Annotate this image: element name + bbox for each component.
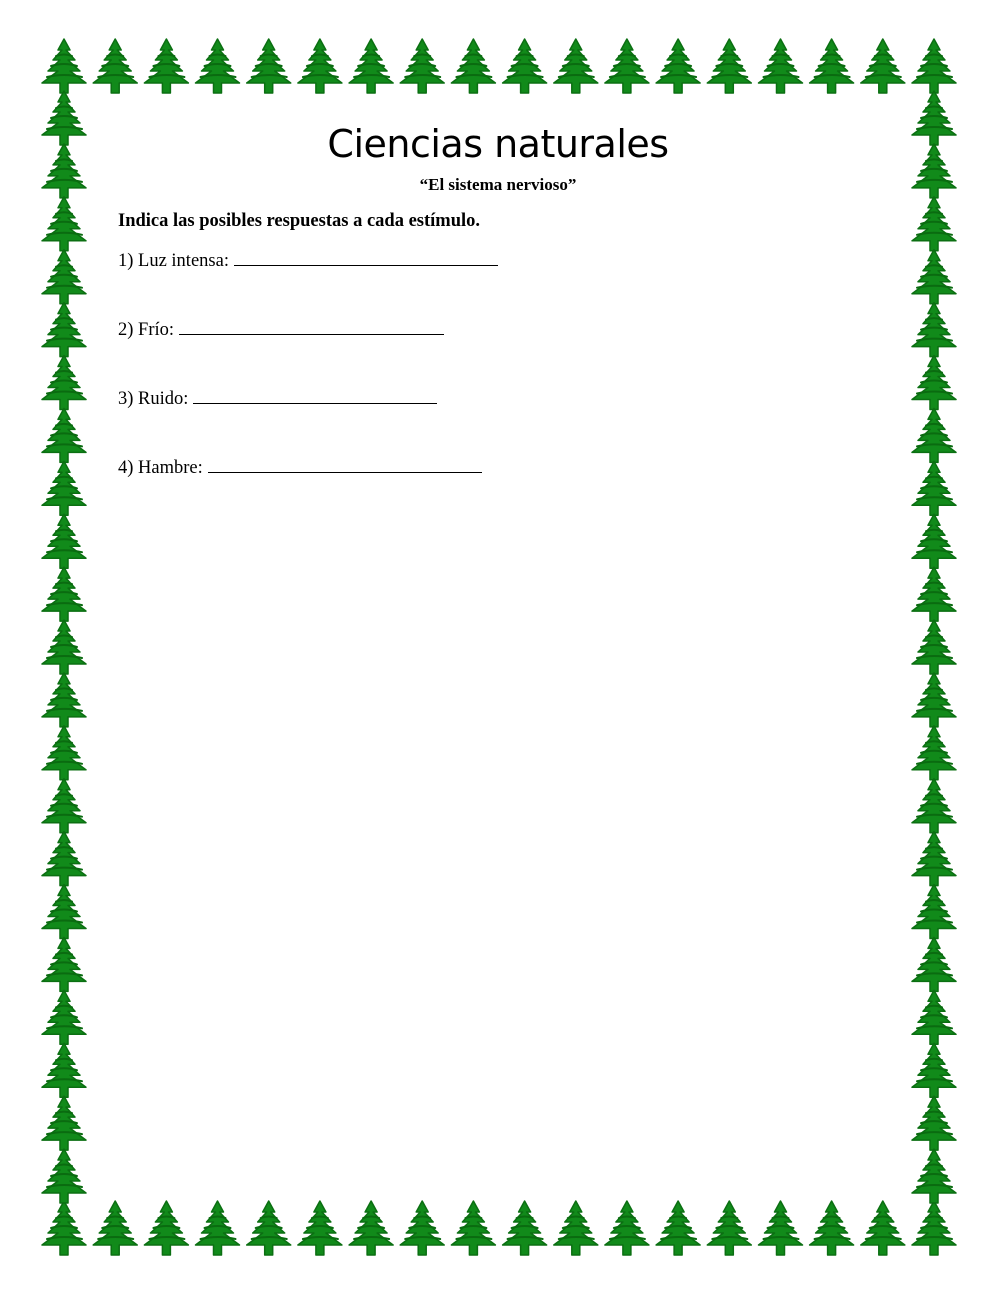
pine-tree-icon	[451, 39, 495, 93]
pine-tree-icon	[912, 197, 956, 251]
answer-line[interactable]	[179, 318, 444, 335]
pine-tree-icon	[912, 937, 956, 991]
pine-tree-icon	[912, 514, 956, 568]
page-title: Ciencias naturales	[327, 122, 669, 166]
pine-tree-icon	[42, 673, 86, 727]
pine-tree-icon	[42, 1149, 86, 1203]
pine-tree-icon	[42, 990, 86, 1044]
pine-tree-icon	[656, 1201, 700, 1255]
page-subtitle: “El sistema nervioso”	[419, 175, 577, 194]
pine-tree-icon	[42, 620, 86, 674]
pine-tree-icon	[912, 39, 956, 93]
pine-tree-icon	[912, 885, 956, 939]
answer-line[interactable]	[193, 387, 437, 404]
pine-tree-icon	[349, 39, 393, 93]
pine-tree-icon	[42, 91, 86, 145]
pine-tree-icon	[42, 1043, 86, 1097]
pine-tree-icon	[861, 1201, 905, 1255]
pine-tree-icon	[42, 1201, 86, 1255]
pine-tree-icon	[298, 1201, 342, 1255]
pine-tree-icon	[810, 39, 854, 93]
pine-tree-icon	[42, 885, 86, 939]
pine-tree-icon	[42, 144, 86, 198]
pine-tree-icon	[93, 39, 137, 93]
pine-tree-icon	[42, 39, 86, 93]
pine-tree-icon	[349, 1201, 393, 1255]
pine-tree-icon	[912, 1149, 956, 1203]
pine-tree-icon	[400, 39, 444, 93]
pine-tree-icon	[42, 567, 86, 621]
pine-tree-icon	[656, 39, 700, 93]
answer-line[interactable]	[234, 249, 498, 266]
pine-tree-icon	[503, 39, 547, 93]
pine-tree-icon	[42, 408, 86, 462]
pine-tree-icon	[42, 250, 86, 304]
pine-tree-icon	[912, 144, 956, 198]
pine-tree-icon	[144, 39, 188, 93]
pine-tree-icon	[503, 1201, 547, 1255]
pine-tree-icon	[196, 39, 240, 93]
pine-tree-icon	[912, 356, 956, 410]
pine-tree-icon	[912, 567, 956, 621]
pine-tree-icon	[912, 1096, 956, 1150]
pine-tree-icon	[912, 673, 956, 727]
pine-tree-icon	[42, 514, 86, 568]
pine-tree-icon	[42, 461, 86, 515]
question-label: 4) Hambre:	[118, 458, 203, 478]
question-item	[118, 456, 482, 479]
pine-tree-icon	[912, 250, 956, 304]
question-label: 3) Ruido:	[118, 389, 189, 409]
pine-tree-icon	[861, 39, 905, 93]
question-item	[118, 249, 498, 272]
question-label: 2) Frío:	[118, 320, 175, 340]
pine-tree-icon	[605, 39, 649, 93]
pine-tree-icon	[196, 1201, 240, 1255]
pine-tree-icon	[759, 1201, 803, 1255]
question-label: 1) Luz intensa:	[118, 251, 229, 271]
pine-tree-icon	[912, 408, 956, 462]
pine-tree-icon	[759, 39, 803, 93]
pine-tree-icon	[912, 832, 956, 886]
pine-tree-icon	[912, 726, 956, 780]
pine-tree-icon	[298, 39, 342, 93]
pine-tree-icon	[912, 620, 956, 674]
pine-tree-icon	[451, 1201, 495, 1255]
pine-tree-icon	[400, 1201, 444, 1255]
pine-tree-icon	[810, 1201, 854, 1255]
pine-tree-icon	[247, 39, 291, 93]
pine-tree-icon	[912, 779, 956, 833]
pine-tree-icon	[42, 937, 86, 991]
pine-tree-icon	[912, 91, 956, 145]
pine-tree-icon	[912, 1043, 956, 1097]
pine-tree-icon	[93, 1201, 137, 1255]
pine-tree-icon	[554, 39, 598, 93]
pine-tree-icon	[42, 1096, 86, 1150]
pine-tree-icon	[554, 1201, 598, 1255]
pine-tree-icon	[912, 1201, 956, 1255]
pine-tree-icon	[912, 990, 956, 1044]
pine-tree-icon	[42, 779, 86, 833]
pine-tree-icon	[42, 303, 86, 357]
pine-tree-icon	[707, 39, 751, 93]
pine-tree-icon	[42, 832, 86, 886]
question-item	[118, 387, 437, 410]
pine-tree-icon	[912, 461, 956, 515]
answer-line[interactable]	[208, 456, 482, 473]
pine-tree-icon	[42, 726, 86, 780]
pine-tree-icon	[605, 1201, 649, 1255]
question-item	[118, 318, 444, 341]
pine-tree-icon	[42, 356, 86, 410]
instruction-text: Indica las posibles respuestas a cada estímulo.	[118, 211, 480, 231]
pine-tree-icon	[247, 1201, 291, 1255]
pine-tree-icon	[144, 1201, 188, 1255]
pine-tree-icon	[707, 1201, 751, 1255]
pine-tree-icon	[42, 197, 86, 251]
pine-tree-icon	[912, 303, 956, 357]
